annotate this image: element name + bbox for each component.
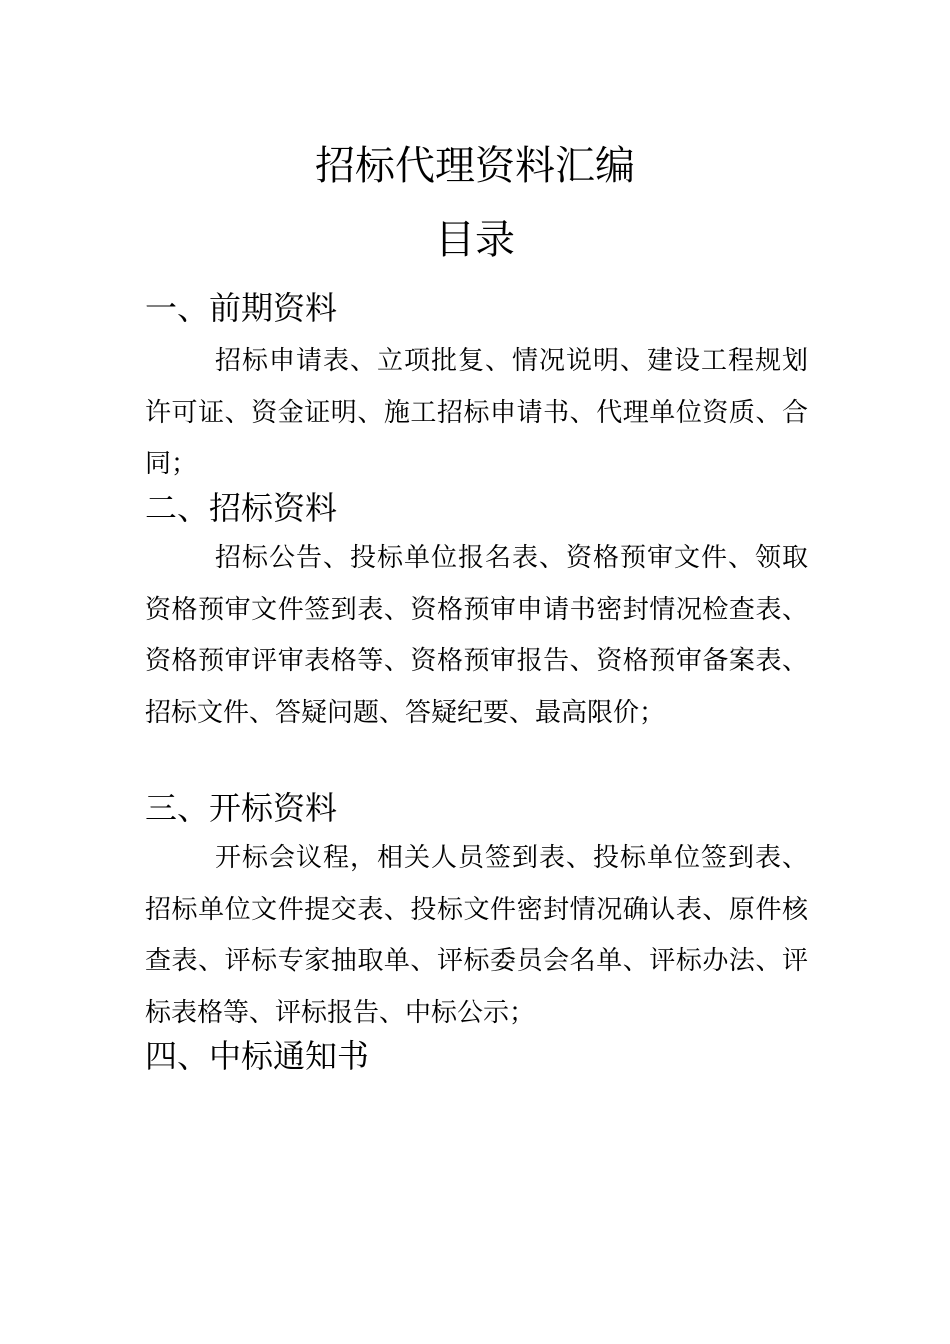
document-title: 招标代理资料汇编: [315, 143, 635, 189]
section-body-2: 招标公告、投标单位报名表、资格预审文件、领取资格预审文件签到表、资格预审申请书密封情况检查表、资格预审评审表格等、资格预审报告、资格预审备案表、招标文件、答疑问题、答疑纪要、最高限价；: [145, 543, 808, 728]
section-body-1: 招标申请表、立项批复、情况说明、建设工程规划许可证、资金证明、施工招标申请书、代理单位资质、合同；: [145, 346, 808, 479]
section-heading-2: 二、招标资料: [145, 489, 338, 527]
section-heading-4: 四、中标通知书: [145, 1037, 370, 1075]
section-body-3: 开标会议程，相关人员签到表、投标单位签到表、招标单位文件提交表、投标文件密封情况确认表、原件核查表、评标专家抽取单、评标委员会名单、评标办法、评标表格等、评标报告、中标公示；: [145, 843, 808, 1028]
toc-title: 目录: [435, 217, 515, 263]
section-heading-3: 三、开标资料: [145, 789, 338, 827]
section-heading-1: 一、前期资料: [145, 289, 338, 327]
